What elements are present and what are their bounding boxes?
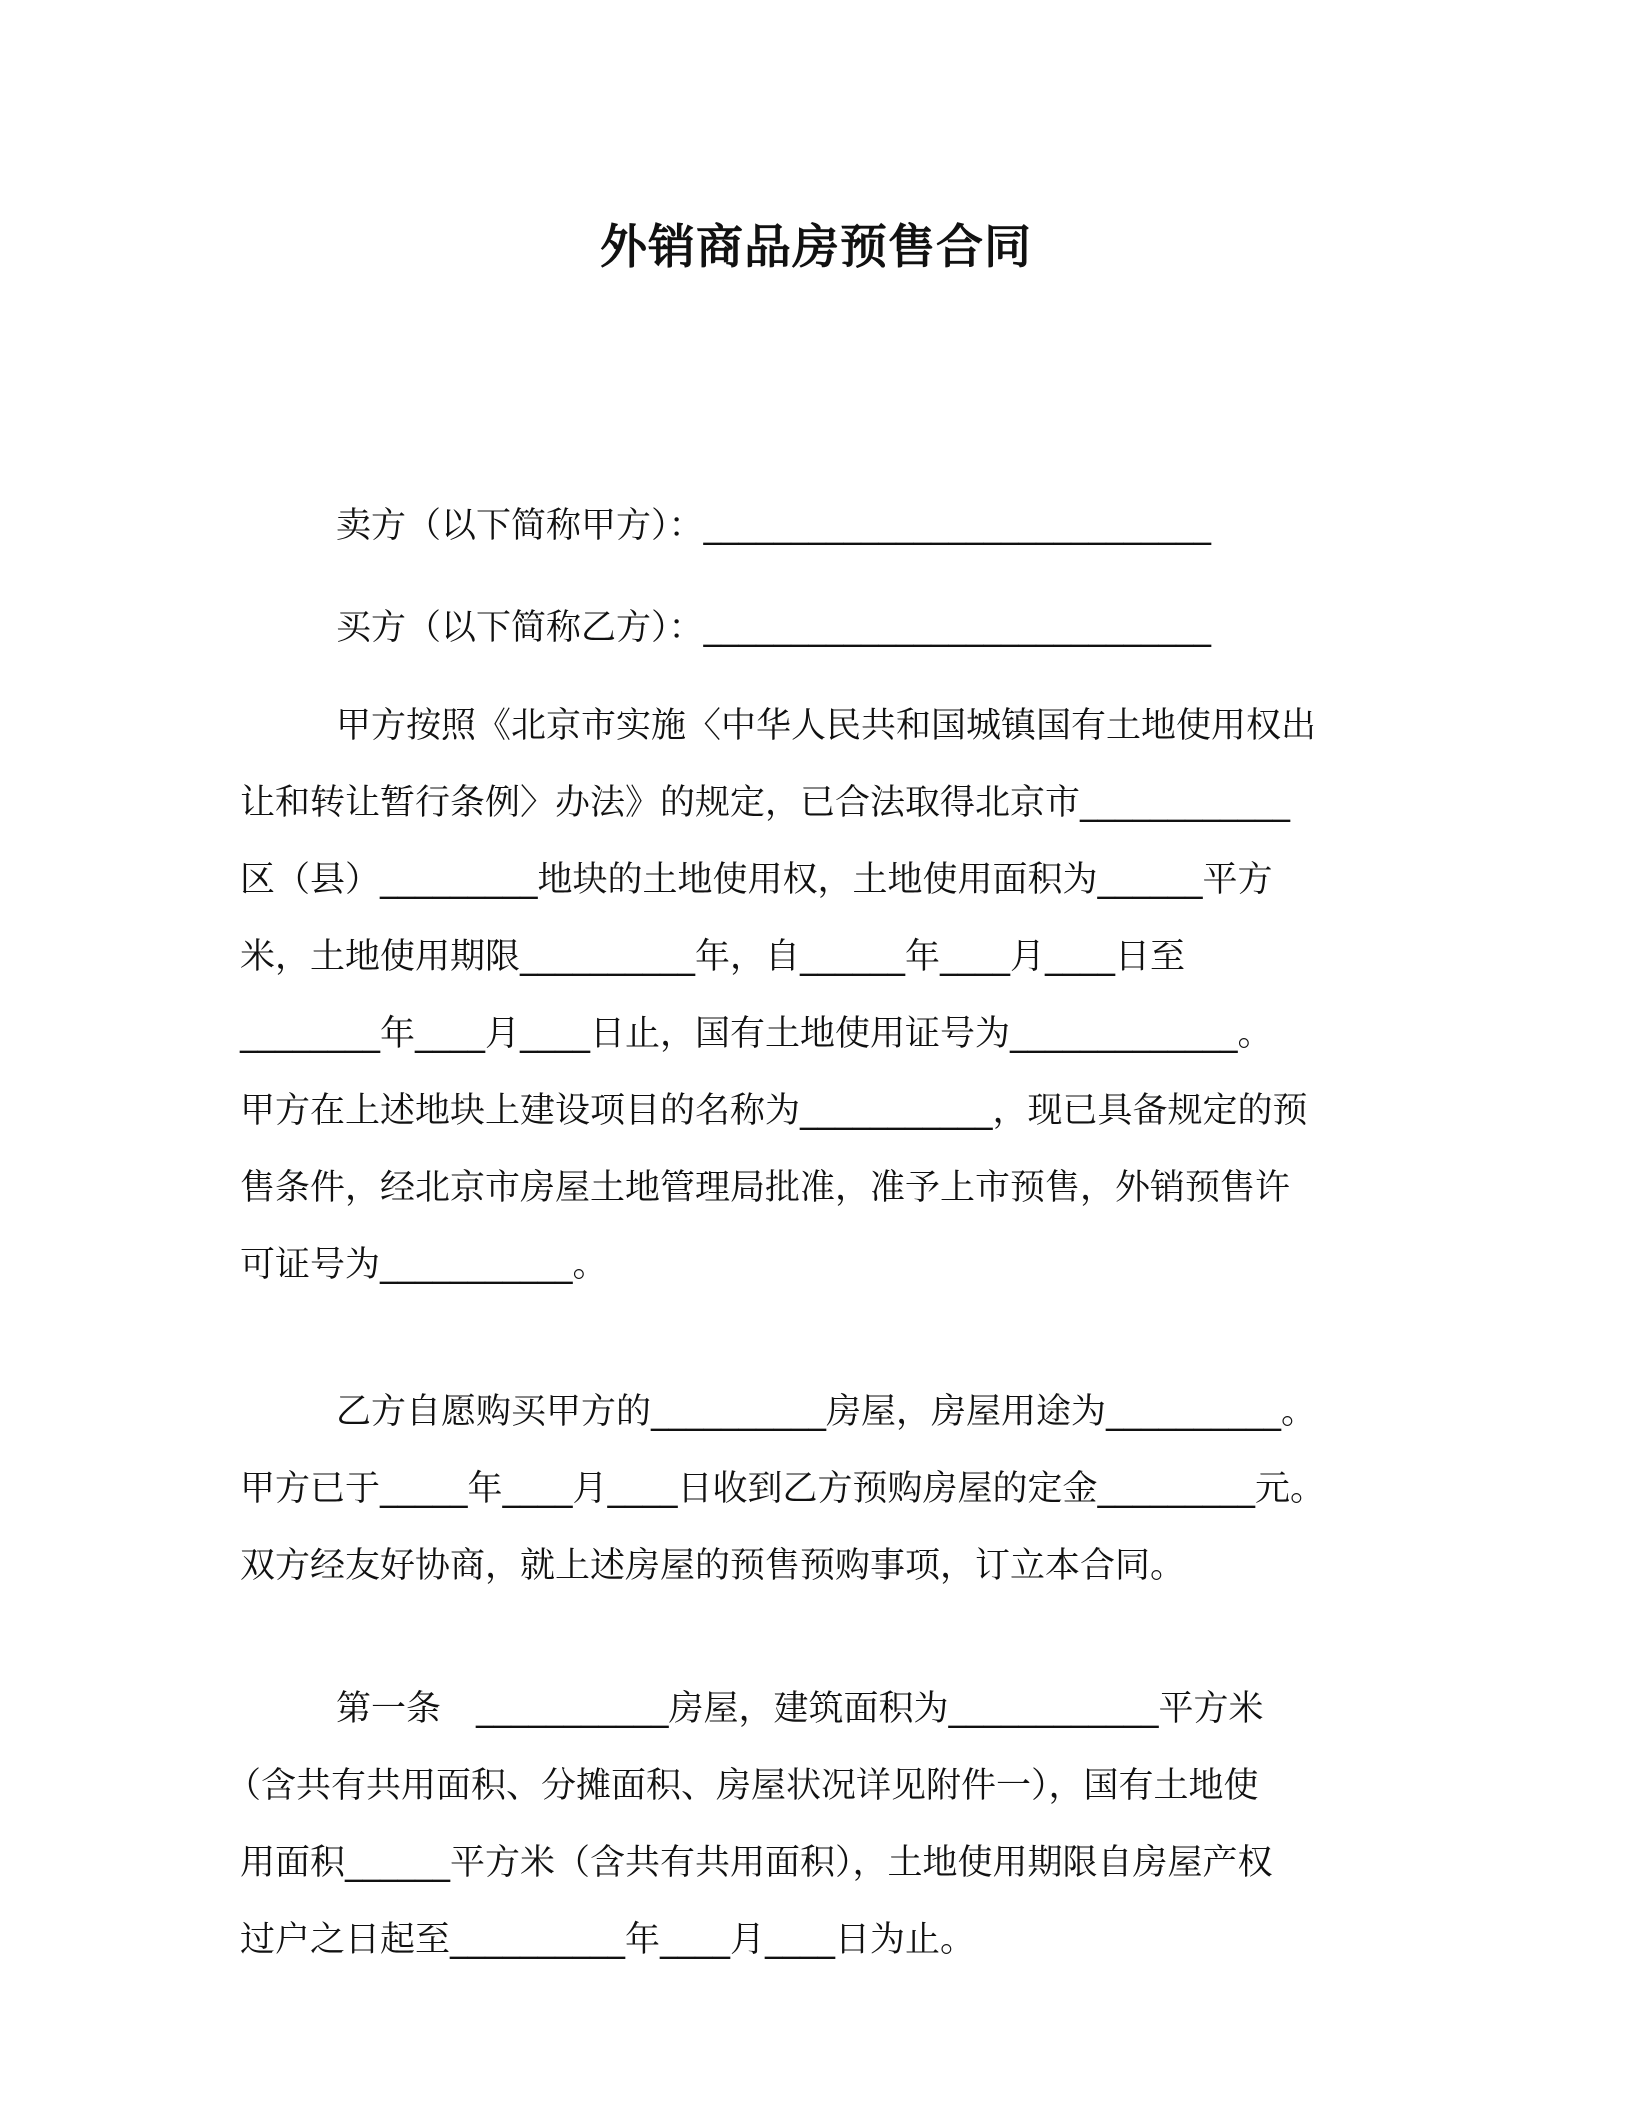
paragraph-line: （含共有共用面积、分摊面积、房屋状况详见附件一），国有土地使 [226,1766,1259,1806]
paragraph-line: 售条件，经北京市房屋土地管理局批准，准予上市预售，外销预售许 [240,1168,1291,1208]
paragraph-line: 让和转让暂行条例〉办法》的规定，已合法取得北京市____________ [240,783,1291,823]
paragraph-line: 用面积______平方米（含共有共用面积），土地使用期限自房屋产权 [240,1843,1273,1883]
paragraph-line: 甲方在上述地块上建设项目的名称为___________，现已具备规定的预 [240,1091,1308,1131]
paragraph-line: 乙方自愿购买甲方的__________房屋，房屋用途为__________。 [336,1392,1317,1432]
paragraph-line: 过户之日起至__________年____月____日为止。 [240,1920,976,1960]
paragraph-land-use [240,688,1390,1304]
paragraph-line: 双方经友好协商，就上述房屋的预售预购事项，订立本合同。 [240,1546,1186,1586]
paragraph-line: 甲方已于_____年____月____日收到乙方预购房屋的定金_________元。 [240,1469,1326,1509]
document-title: 外销商品房预售合同 [600,220,1032,275]
paragraph-purchase [240,1374,1390,1605]
paragraph-article-one [226,1671,1390,1979]
seller-line: 卖方（以下简称甲方）：_____________________________ [336,506,1212,546]
paragraph-line: 第一条 ___________房屋，建筑面积为____________平方米 [336,1689,1264,1729]
buyer-line: 买方（以下简称乙方）：_____________________________ [336,608,1212,648]
document-body [226,500,1390,1979]
paragraph-line: 可证号为___________。 [240,1245,608,1285]
paragraph-line: 米，土地使用期限__________年，自______年____月____日至 [240,937,1186,977]
paragraph-line: 区（县）_________地块的土地使用权，土地使用面积为______平方 [240,860,1273,900]
paragraph-line: ________年____月____日止，国有土地使用证号为_____________。 [240,1014,1273,1054]
paragraph-line: 甲方按照《北京市实施〈中华人民共和国城镇国有土地使用权出 [336,706,1317,746]
